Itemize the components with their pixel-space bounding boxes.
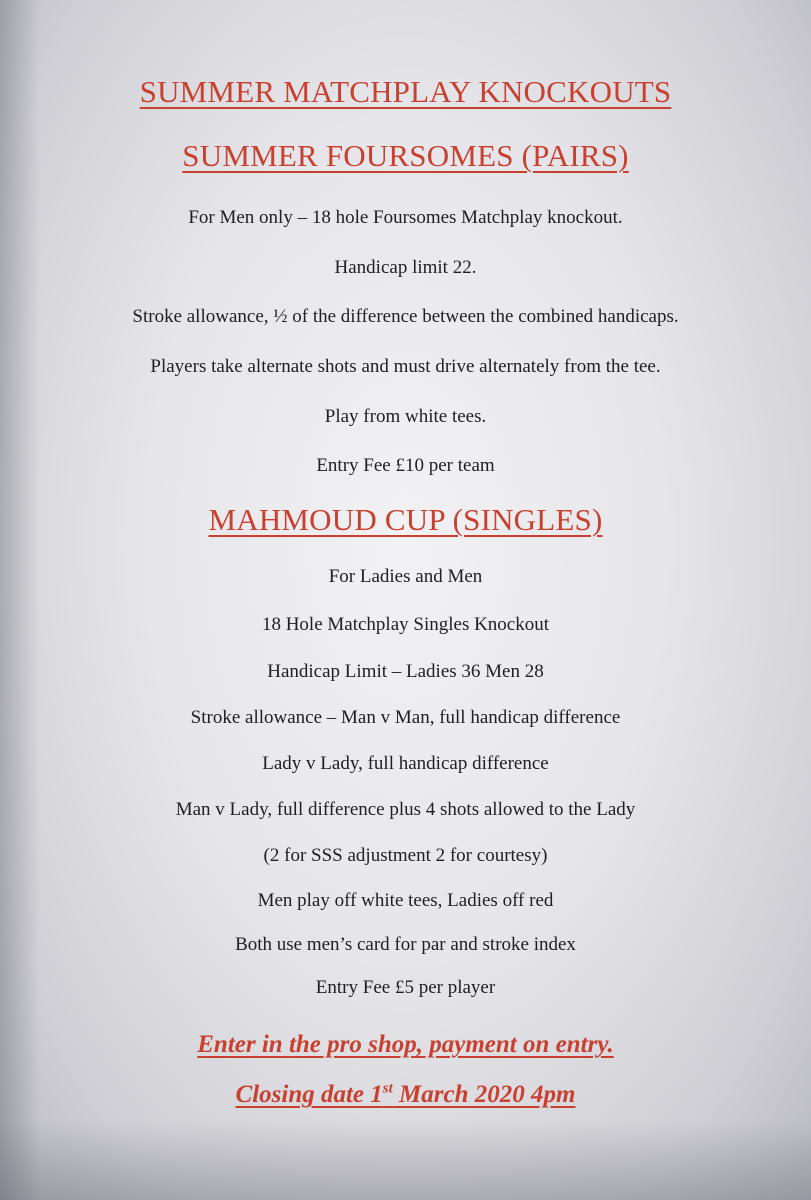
foursomes-line: Play from white tees. [324, 406, 487, 427]
closing-date-prefix: Closing date 1 [235, 1081, 383, 1108]
mahmoud-line: Man v Lady, full difference plus 4 shots allowed to the Lady [175, 799, 636, 820]
paper-shadow-bottom [0, 1120, 811, 1200]
mahmoud-line: Handicap Limit – Ladies 36 Men 28 [267, 661, 544, 682]
mahmoud-line: Lady v Lady, full handicap difference [262, 753, 549, 774]
mahmoud-line: For Ladies and Men [328, 566, 483, 587]
mahmoud-line: Both use men’s card for par and stroke index [235, 934, 576, 955]
entry-instructions: Enter in the pro shop, payment on entry. [197, 1031, 614, 1058]
main-title: SUMMER MATCHPLAY KNOCKOUTS [139, 74, 672, 109]
mahmoud-entry-fee: Entry Fee £5 per player [315, 977, 496, 998]
closing-date-suffix: March 2020 4pm [392, 1081, 576, 1108]
mahmoud-line: Stroke allowance – Man v Man, full handicap difference [190, 707, 621, 728]
foursomes-line: For Men only – 18 hole Foursomes Matchplay knockout. [188, 207, 623, 228]
closing-date-ordinal: st [382, 1080, 393, 1097]
foursomes-heading: SUMMER FOURSOMES (PAIRS) [182, 138, 629, 173]
paper-shadow-left [0, 0, 40, 1200]
foursomes-line: Handicap limit 22. [334, 257, 477, 278]
foursomes-line: Stroke allowance, ½ of the difference between the combined handicaps. [132, 306, 679, 327]
foursomes-line: Players take alternate shots and must drive alternately from the tee. [150, 356, 661, 377]
mahmoud-line: (2 for SSS adjustment 2 for courtesy) [263, 845, 548, 866]
closing-date [0, 1081, 811, 1109]
mahmoud-cup-heading: MAHMOUD CUP (SINGLES) [208, 502, 603, 537]
mahmoud-line: 18 Hole Matchplay Singles Knockout [261, 614, 550, 635]
foursomes-entry-fee: Entry Fee £10 per team [316, 455, 495, 476]
mahmoud-line: Men play off white tees, Ladies off red [257, 890, 554, 911]
